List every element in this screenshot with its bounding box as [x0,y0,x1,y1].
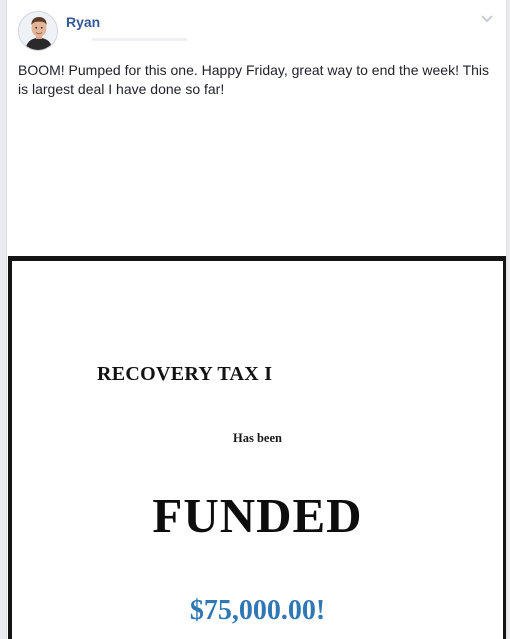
avatar-photo-icon [19,12,58,51]
blurred-meta-icon [92,36,192,44]
author-avatar[interactable] [18,11,58,51]
photo-company-name: RECOVERY TAX I [97,363,273,385]
post-options-button[interactable] [480,12,494,24]
post-photo[interactable] [8,256,507,639]
post-timestamp-faded [92,33,192,47]
photo-status: FUNDED [152,488,363,543]
author-name[interactable]: Ryan [66,14,101,30]
post-text: BOOM! Pumped for this one. Happy Friday, great way to end the week! This is largest deal I have done so far! [18,62,490,97]
feed-post [6,0,507,639]
photo-status-intro: Has been [233,431,282,445]
photo-amount: $75,000.00! [189,595,326,626]
chevron-down-icon [480,13,494,25]
